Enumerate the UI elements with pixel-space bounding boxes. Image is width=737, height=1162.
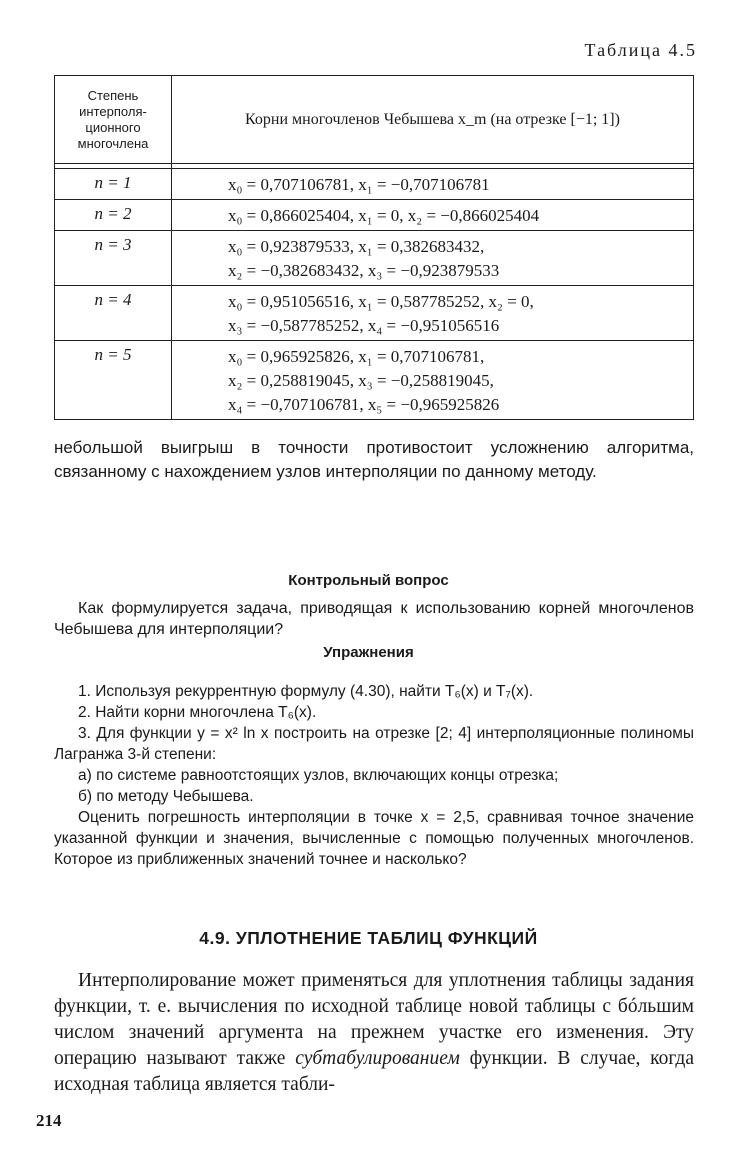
degree-cell: n = 4: [55, 286, 172, 341]
roots-cell: [172, 341, 694, 420]
exercise-subitem: б) по методу Чебышева.: [78, 788, 254, 805]
table-row: [55, 200, 694, 231]
roots-line: x₃ = −0,587785252, x₄ = −0,951056516: [228, 316, 500, 335]
question-heading: Контрольный вопрос: [288, 572, 449, 589]
exercise-item: 1. Используя рекуррентную формулу (4.30), найти T₆(x) и T₇(x).: [78, 683, 534, 700]
chebyshev-roots-table: [54, 75, 694, 420]
roots-line: x₀ = 0,965925826, x₁ = 0,707106781,: [228, 347, 485, 366]
roots-cell: [172, 200, 694, 231]
exercise-item: 2. Найти корни многочлена T₆(x).: [78, 704, 317, 721]
roots-line: x₂ = −0,382683432, x₃ = −0,923879533: [228, 261, 500, 280]
roots-line: x₀ = 0,707106781, x₁ = −0,707106781: [228, 175, 490, 194]
body-paragraph: [54, 968, 694, 1098]
table-row: [55, 231, 694, 286]
table-row: [55, 286, 694, 341]
question-paragraph: Как формулируется задача, приводящая к использованию корней многочленов Чебышева для интерполяции?: [54, 600, 694, 638]
degree-cell: n = 3: [55, 231, 172, 286]
table-row: [55, 341, 694, 420]
table-caption: Таблица 4.5: [584, 40, 697, 60]
body-text-italic: субтабулированием: [295, 1048, 460, 1069]
roots-line: x₀ = 0,951056516, x₁ = 0,587785252, x₂ = 0,: [228, 292, 534, 311]
roots-line: x₂ = 0,258819045, x₃ = −0,258819045,: [228, 371, 494, 390]
exercise-item: Оценить погрешность интерполяции в точке x = 2,5, сравнивая точное значение указанной функции и значения, вычисленные с помощью полученных многочленов. Которое из приближенных значений точнее и насколько?: [54, 809, 694, 868]
page-number: 214: [36, 1111, 62, 1130]
roots-line: x₄ = −0,707106781, x₅ = −0,965925826: [228, 395, 500, 414]
header-degree: Степень интерполя- ционного многочлена: [55, 76, 172, 164]
body-text-part1: Интерполирование может применяться для уплотнения таблицы задания функции, т. е. вычисления по исходной таблице новой таблицы с бóльшим числом значений аргумента на прежнем участке его изменения. Эту операцию называют также: [54, 970, 694, 1069]
roots-cell: [172, 231, 694, 286]
table-row: [55, 169, 694, 200]
continuation-paragraph: небольшой выигрыш в точности противостоит усложнению алгоритма, связанному с нахождением узлов интерполяции по данному методу.: [54, 438, 694, 481]
table-header-row: [55, 76, 694, 164]
degree-cell: n = 2: [55, 200, 172, 231]
exercises-list: [54, 681, 694, 870]
degree-cell: n = 1: [55, 169, 172, 200]
roots-cell: [172, 286, 694, 341]
roots-cell: [172, 169, 694, 200]
degree-cell: n = 5: [55, 341, 172, 420]
exercises-heading: Упражнения: [323, 644, 414, 661]
section-heading: 4.9. УПЛОТНЕНИЕ ТАБЛИЦ ФУНКЦИЙ: [199, 928, 538, 948]
header-roots: Корни многочленов Чебышева x_m (на отрезке [−1; 1]): [172, 76, 694, 164]
body-text-part2: функции. В случае, когда исходная таблица является табли-: [54, 1048, 694, 1095]
exercise-subitem: а) по системе равноотстоящих узлов, включающих концы отрезка;: [78, 767, 559, 784]
roots-line: x₀ = 0,923879533, x₁ = 0,382683432,: [228, 237, 485, 256]
roots-line: x₀ = 0,866025404, x₁ = 0, x₂ = −0,866025404: [228, 206, 540, 225]
exercise-item: 3. Для функции y = x² ln x построить на отрезке [2; 4] интерполяционные полиномы Лагранжа 3-й степени:: [54, 725, 694, 763]
